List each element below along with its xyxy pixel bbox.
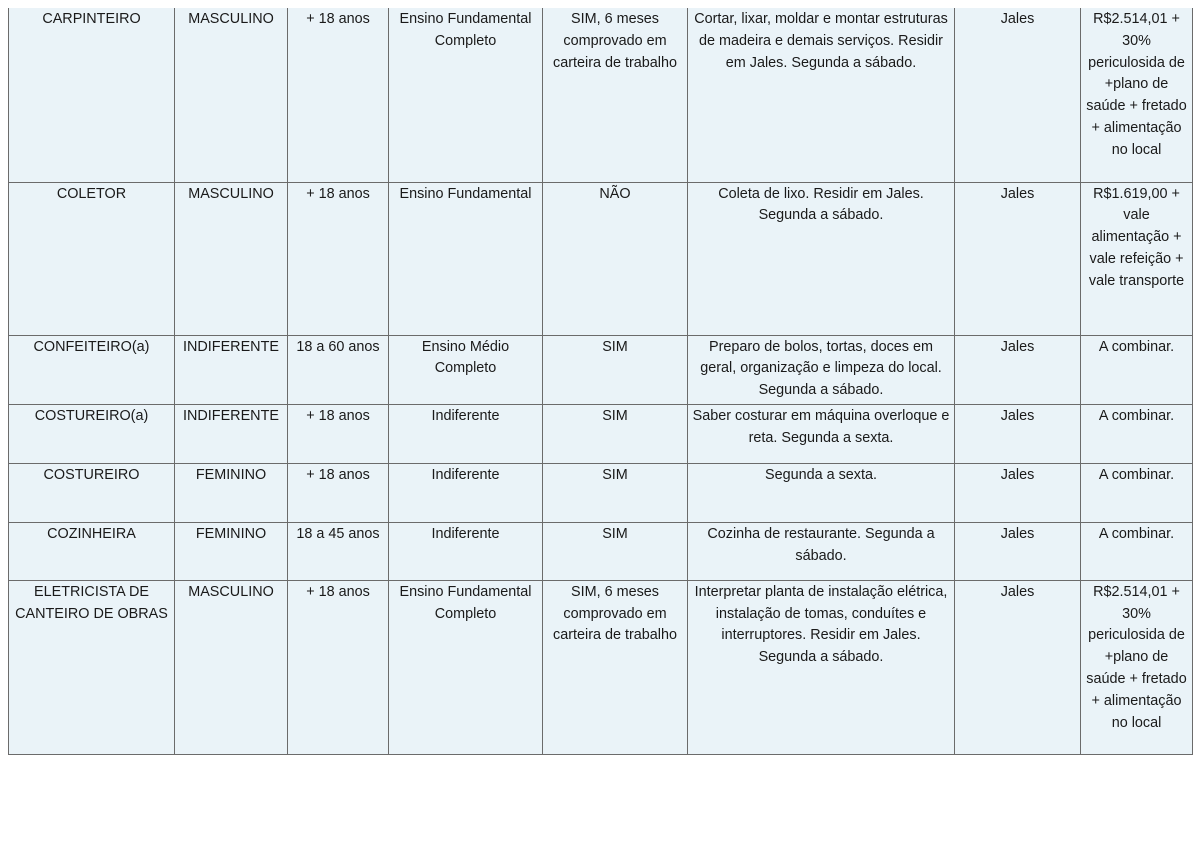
- experience-cell: SIM: [543, 463, 688, 522]
- education-cell: Indiferente: [389, 463, 543, 522]
- experience-cell: SIM, 6 meses comprovado em carteira de trabalho: [543, 8, 688, 182]
- city-cell: Jales: [955, 182, 1081, 335]
- education-cell: Ensino Fundamental Completo: [389, 8, 543, 182]
- description-cell: Cozinha de restaurante. Segunda a sábado.: [688, 522, 955, 580]
- education-cell: Ensino Médio Completo: [389, 335, 543, 404]
- experience-cell: SIM: [543, 335, 688, 404]
- gender-cell: INDIFERENTE: [175, 404, 288, 463]
- experience-cell: SIM: [543, 522, 688, 580]
- salary-cell: A combinar.: [1081, 335, 1193, 404]
- job-title-cell: COSTUREIRO(a): [9, 404, 175, 463]
- city-cell: Jales: [955, 8, 1081, 182]
- description-cell: Interpretar planta de instalação elétrica, instalação de tomas, conduítes e interruptores. Residir em Jales. Segunda a sábado.: [688, 580, 955, 754]
- job-title-cell: COLETOR: [9, 182, 175, 335]
- description-cell: Coleta de lixo. Residir em Jales. Segunda a sábado.: [688, 182, 955, 335]
- education-cell: Indiferente: [389, 404, 543, 463]
- table-row: [9, 522, 1193, 580]
- salary-cell: A combinar.: [1081, 522, 1193, 580]
- gender-cell: MASCULINO: [175, 580, 288, 754]
- description-cell: Saber costurar em máquina overloque e reta. Segunda a sexta.: [688, 404, 955, 463]
- age-cell: + 18 anos: [288, 8, 389, 182]
- education-cell: Indiferente: [389, 522, 543, 580]
- salary-cell: R$2.514,01 + 30% periculosida de +plano de saúde + fretado + alimentação no local: [1081, 580, 1193, 754]
- salary-cell: A combinar.: [1081, 463, 1193, 522]
- city-cell: Jales: [955, 463, 1081, 522]
- gender-cell: MASCULINO: [175, 182, 288, 335]
- table-row: [9, 463, 1193, 522]
- experience-cell: SIM, 6 meses comprovado em carteira de trabalho: [543, 580, 688, 754]
- city-cell: Jales: [955, 335, 1081, 404]
- age-cell: + 18 anos: [288, 580, 389, 754]
- description-cell: Cortar, lixar, moldar e montar estruturas de madeira e demais serviços. Residir em Jales. Segunda a sábado.: [688, 8, 955, 182]
- table-row: [9, 335, 1193, 404]
- age-cell: 18 a 60 anos: [288, 335, 389, 404]
- job-title-cell: COSTUREIRO: [9, 463, 175, 522]
- salary-cell: A combinar.: [1081, 404, 1193, 463]
- table-row: [9, 8, 1193, 182]
- age-cell: + 18 anos: [288, 463, 389, 522]
- education-cell: Ensino Fundamental: [389, 182, 543, 335]
- education-cell: Ensino Fundamental Completo: [389, 580, 543, 754]
- gender-cell: INDIFERENTE: [175, 335, 288, 404]
- age-cell: + 18 anos: [288, 182, 389, 335]
- table-row: [9, 182, 1193, 335]
- gender-cell: MASCULINO: [175, 8, 288, 182]
- gender-cell: FEMININO: [175, 463, 288, 522]
- age-cell: + 18 anos: [288, 404, 389, 463]
- job-title-cell: CARPINTEIRO: [9, 8, 175, 182]
- experience-cell: SIM: [543, 404, 688, 463]
- job-title-cell: CONFEITEIRO(a): [9, 335, 175, 404]
- job-title-cell: ELETRICISTA DE CANTEIRO DE OBRAS: [9, 580, 175, 754]
- city-cell: Jales: [955, 522, 1081, 580]
- job-listings-table: [8, 8, 1193, 755]
- salary-cell: R$1.619,00 + vale alimentação + vale refeição + vale transporte: [1081, 182, 1193, 335]
- experience-cell: NÃO: [543, 182, 688, 335]
- table-row: [9, 580, 1193, 754]
- city-cell: Jales: [955, 404, 1081, 463]
- description-cell: Preparo de bolos, tortas, doces em geral, organização e limpeza do local. Segunda a sábado.: [688, 335, 955, 404]
- table-row: [9, 404, 1193, 463]
- gender-cell: FEMININO: [175, 522, 288, 580]
- job-title-cell: COZINHEIRA: [9, 522, 175, 580]
- salary-cell: R$2.514,01 + 30% periculosida de +plano de saúde + fretado + alimentação no local: [1081, 8, 1193, 182]
- age-cell: 18 a 45 anos: [288, 522, 389, 580]
- description-cell: Segunda a sexta.: [688, 463, 955, 522]
- city-cell: Jales: [955, 580, 1081, 754]
